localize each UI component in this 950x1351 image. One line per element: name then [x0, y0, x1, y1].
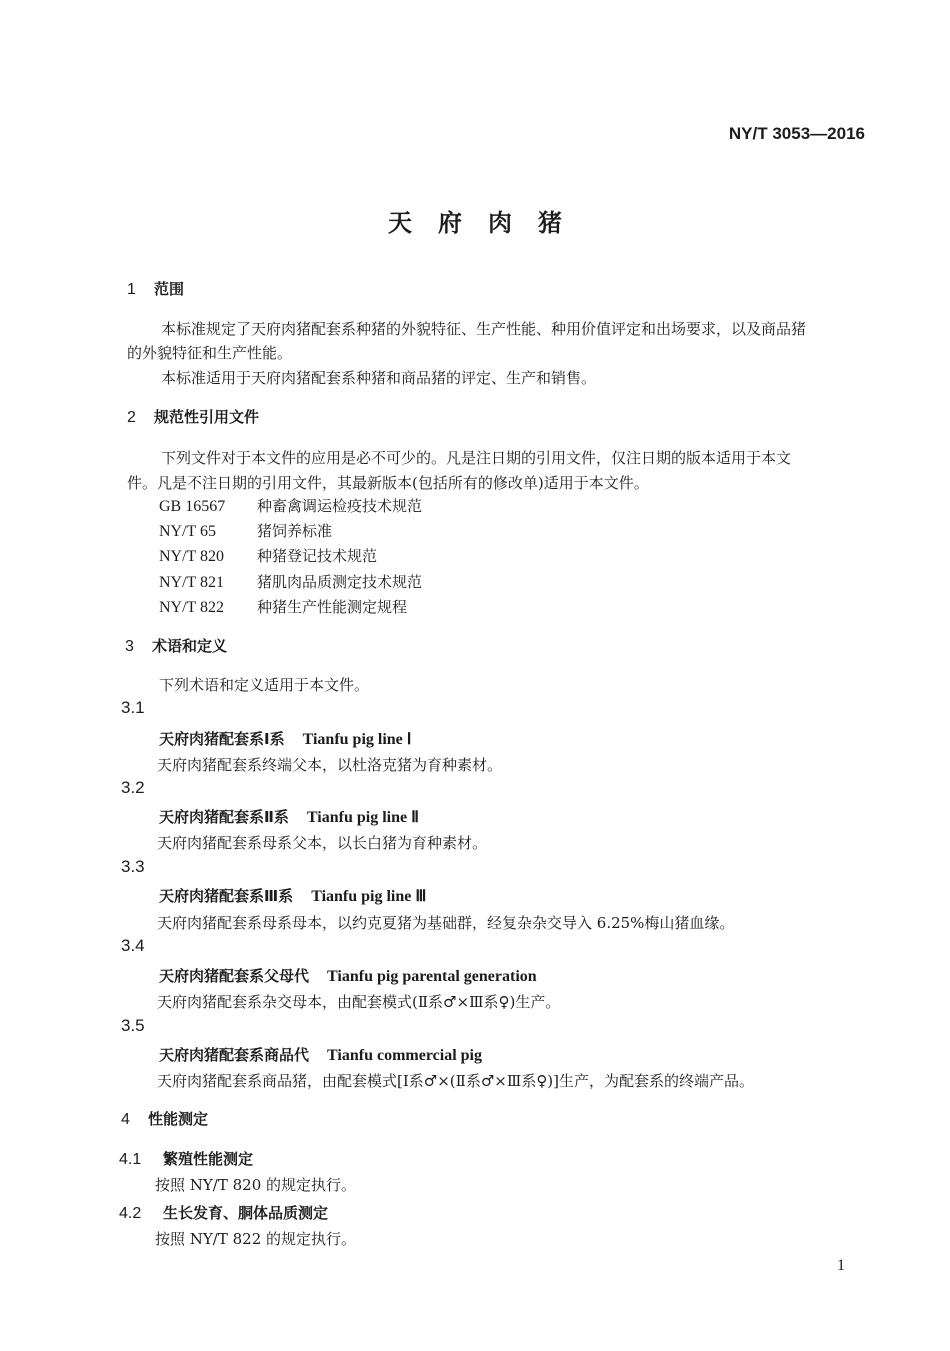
paragraph-line: 件。凡是不注日期的引用文件，其最新版本(包括所有的修改单)适用于本文件。 — [127, 474, 649, 492]
paragraph-line: 下列文件对于本文件的应用是必不可少的。凡是注日期的引用文件，仅注日期的版本适用于本文 — [161, 449, 792, 467]
clause-number: 3.5 — [121, 1016, 145, 1035]
paragraph-line: 本标准规定了天府肉猪配套系种猪的外貌特征、生产性能、种用价值评定和出场要求，以及商品猪 — [161, 320, 807, 338]
term-definition: 天府肉猪配套系母系母本，以约克夏猪为基础群，经复杂杂交导入 6.25%梅山猪血缘。 — [157, 914, 735, 932]
term-definition: 天府肉猪配套系母系父本，以长白猪为育种素材。 — [157, 834, 488, 852]
section-4-heading — [121, 1108, 208, 1129]
paragraph: 按照 NY/T 822 的规定执行。 — [155, 1230, 357, 1248]
section-title: 规范性引用文件 — [154, 408, 260, 426]
reference-item — [159, 520, 332, 541]
term-definition: 天府肉猪配套系商品猪，由配套模式[Ⅰ系♂×(Ⅱ系♂×Ⅲ系♀)]生产，为配套系的终端产品。 — [157, 1072, 754, 1090]
reference-item — [159, 495, 422, 516]
section-title: 术语和定义 — [152, 637, 228, 655]
reference-title: 种猪生产性能测定规程 — [257, 598, 408, 616]
term-heading — [159, 1044, 482, 1065]
reference-code: NY/T 65 — [159, 523, 217, 540]
reference-item — [159, 571, 422, 592]
term-en: Tianfu pig line Ⅲ — [311, 888, 427, 905]
clause-number: 3.1 — [121, 698, 145, 717]
paragraph: 本标准适用于天府肉猪配套系种猪和商品猪的评定、生产和销售。 — [161, 369, 597, 387]
term-heading — [159, 728, 412, 749]
page-title: 天府肉猪 — [388, 209, 588, 237]
clause-number: 3.3 — [121, 857, 145, 876]
term-definition: 天府肉猪配套系终端父本，以杜洛克猪为育种素材。 — [157, 756, 503, 774]
paragraph: 按照 NY/T 820 的规定执行。 — [155, 1176, 357, 1194]
paragraph: 下列术语和定义适用于本文件。 — [159, 676, 370, 694]
section-number: 4 — [121, 1111, 130, 1128]
term-zh: 天府肉猪配套系商品代 — [159, 1046, 310, 1064]
section-3-heading — [125, 635, 227, 656]
reference-title: 种畜禽调运检疫技术规范 — [257, 497, 423, 515]
paragraph-line: 的外貌特征和生产性能。 — [127, 344, 293, 362]
standard-number: NY/T 3053—2016 — [728, 124, 865, 143]
term-en: Tianfu pig line Ⅱ — [306, 809, 419, 826]
term-zh: 天府肉猪配套系Ⅲ系 — [159, 887, 294, 905]
reference-item — [159, 596, 407, 617]
reference-code: GB 16567 — [159, 498, 226, 515]
term-heading — [159, 965, 537, 986]
subsection-number: 4.2 — [119, 1205, 142, 1222]
reference-code: NY/T 821 — [159, 574, 225, 591]
section-title: 性能测定 — [148, 1110, 209, 1128]
reference-title: 猪肌肉品质测定技术规范 — [257, 573, 423, 591]
subsection-number: 4.1 — [119, 1151, 142, 1168]
section-number: 3 — [125, 638, 134, 655]
clause-number: 3.4 — [121, 936, 145, 955]
section-1-heading — [127, 278, 184, 299]
subsection-title: 生长发育、胴体品质测定 — [163, 1204, 329, 1222]
subsection-heading — [119, 1148, 253, 1169]
section-number: 2 — [127, 409, 136, 426]
term-en: Tianfu pig parental generation — [327, 968, 537, 985]
reference-title: 种猪登记技术规范 — [257, 547, 378, 565]
section-2-heading — [127, 406, 259, 427]
clause-number: 3.2 — [121, 778, 145, 797]
reference-code: NY/T 822 — [159, 599, 225, 616]
term-zh: 天府肉猪配套系父母代 — [159, 967, 310, 985]
subsection-heading — [119, 1202, 328, 1223]
term-definition: 天府肉猪配套系杂交母本，由配套模式(Ⅱ系♂×Ⅲ系♀)生产。 — [157, 993, 561, 1011]
page-number: 1 — [837, 1257, 845, 1274]
term-zh: 天府肉猪配套系Ⅰ系 — [159, 730, 285, 748]
subsection-title: 繁殖性能测定 — [163, 1150, 254, 1168]
reference-item — [159, 545, 377, 566]
term-zh: 天府肉猪配套系Ⅱ系 — [159, 808, 289, 826]
term-heading — [159, 885, 426, 906]
section-number: 1 — [127, 281, 136, 298]
term-heading — [159, 806, 419, 827]
term-en: Tianfu pig line Ⅰ — [302, 731, 412, 748]
section-title: 范围 — [154, 280, 185, 298]
reference-code: NY/T 820 — [159, 548, 225, 565]
reference-title: 猪饲养标准 — [257, 522, 333, 540]
term-en: Tianfu commercial pig — [327, 1047, 482, 1064]
